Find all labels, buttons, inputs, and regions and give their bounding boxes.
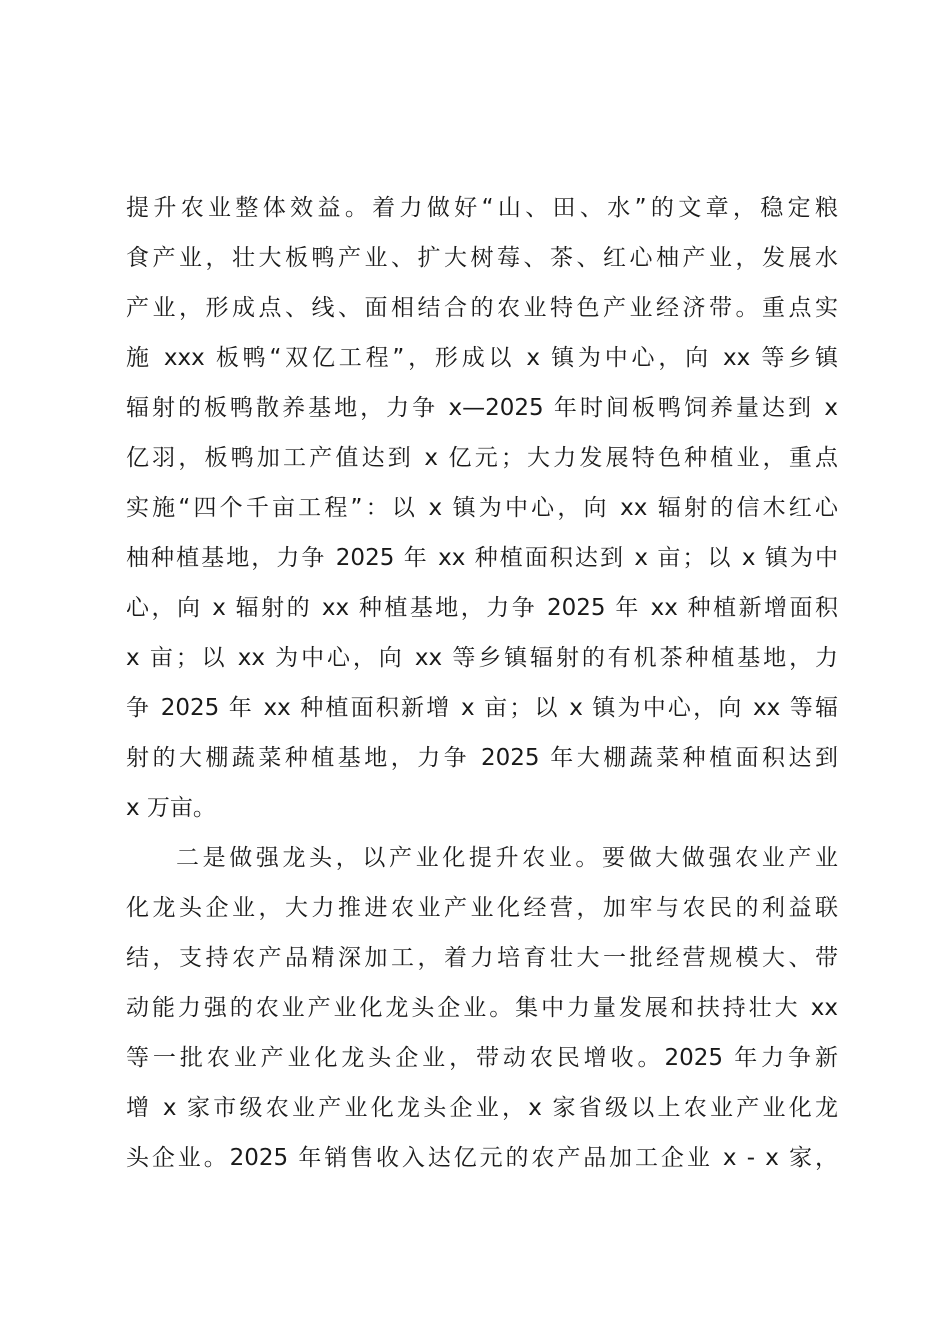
text-line: 亿羽，板鸭加工产值达到 x 亿元；大力发展特色种植业，重点 bbox=[126, 445, 838, 471]
text-line: 柚种植基地，力争 2025 年 xx 种植面积达到 x 亩；以 x 镇为中 bbox=[126, 545, 838, 571]
text-line: 心，向 x 辐射的 xx 种植基地，力争 2025 年 xx 种植新增面积 bbox=[126, 595, 838, 621]
text-line: 增 x 家市级农业产业化龙头企业，x 家省级以上农业产业化龙 bbox=[126, 1095, 838, 1121]
text-line: 等一批农业产业化龙头企业，带动农民增收。2025 年力争新 bbox=[126, 1045, 838, 1071]
text-line: 食产业，壮大板鸭产业、扩大树莓、茶、红心柚产业，发展水 bbox=[126, 245, 838, 271]
text-line: 争 2025 年 xx 种植面积新增 x 亩；以 x 镇为中心，向 xx 等辐 bbox=[126, 695, 838, 721]
text-line: 实施“四个千亩工程”：以 x 镇为中心，向 xx 辐射的信木红心 bbox=[126, 495, 838, 521]
text-line: x 亩；以 xx 为中心，向 xx 等乡镇辐射的有机茶种植基地，力 bbox=[126, 645, 838, 671]
paragraph-agriculture-bases bbox=[126, 183, 838, 833]
text-line: 结，支持农产品精深加工，着力培育壮大一批经营规模大、带 bbox=[126, 945, 838, 971]
text-line: 辐射的板鸭散养基地，力争 x—2025 年时间板鸭饲养量达到 x bbox=[126, 395, 838, 421]
text-line: 动能力强的农业产业化龙头企业。集中力量发展和扶持壮大 xx bbox=[126, 995, 838, 1021]
text-line: 施 xxx 板鸭“双亿工程”，形成以 x 镇为中心，向 xx 等乡镇 bbox=[126, 345, 838, 371]
text-line: 化龙头企业，大力推进农业产业化经营，加牢与农民的利益联 bbox=[126, 895, 838, 921]
text-line: 产业，形成点、线、面相结合的农业特色产业经济带。重点实 bbox=[126, 295, 838, 321]
text-line: 射的大棚蔬菜种植基地，力争 2025 年大棚蔬菜种植面积达到 bbox=[126, 745, 838, 771]
paragraph-leading-enterprises bbox=[126, 833, 838, 1183]
text-line: 提升农业整体效益。着力做好“山、田、水”的文章，稳定粮 bbox=[126, 195, 838, 221]
text-line: 二是做强龙头，以产业化提升农业。要做大做强农业产业 bbox=[176, 845, 838, 871]
text-line: 头企业。2025 年销售收入达亿元的农产品加工企业 x - x 家， bbox=[126, 1145, 838, 1171]
document-body bbox=[126, 183, 838, 1183]
text-line: x 万亩。 bbox=[126, 795, 216, 821]
